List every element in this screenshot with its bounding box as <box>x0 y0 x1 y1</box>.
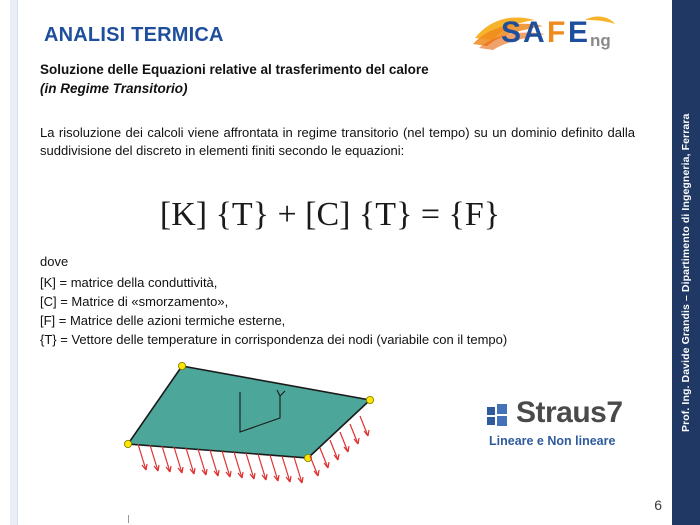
definition-item: [K] = matrice della conduttività, <box>40 275 218 290</box>
svg-text:E: E <box>568 16 589 49</box>
straus7-wordmark <box>487 398 657 430</box>
svg-text:F: F <box>547 16 566 49</box>
straus7-name: Straus7 <box>516 396 623 429</box>
page-number: 6 <box>654 497 662 513</box>
author-strip <box>672 0 700 525</box>
finite-element-plate-diagram <box>120 352 420 502</box>
svg-text:ng: ng <box>590 31 611 50</box>
straus7-logo <box>487 398 657 460</box>
definition-item: [F] = Matrice delle azioni termiche esterne, <box>40 312 286 328</box>
equation-block <box>0 196 660 234</box>
left-accent-bar <box>10 0 18 525</box>
subtitle-line-2: (in Regime Transitorio) <box>40 81 188 96</box>
straus7-tagline: Lineare e Non lineare <box>489 434 616 448</box>
svg-text:A: A <box>523 16 545 49</box>
dove-label: dove <box>40 254 69 269</box>
definition-item: [C] = Matrice di «smorzamento», <box>40 293 229 309</box>
author-strip-text: Prof. Ing. Davide Grandis – Dipartimento di Ingegneria, Ferrara <box>680 113 692 432</box>
definition-item: {T} = Vettore delle temperature in corrispondenza dei nodi (variabile con il tempo) <box>40 331 508 347</box>
svg-text:S: S <box>501 16 522 49</box>
definitions-list <box>40 274 650 349</box>
page-title: ANALISI TERMICA <box>44 24 224 46</box>
subtitle-line-1: Soluzione delle Equazioni relative al trasferimento del calore <box>40 62 429 77</box>
equation-text: [K] {T} + [C] {T} = {F} <box>159 196 501 233</box>
squares-icon <box>487 404 513 430</box>
body-paragraph: La risoluzione dei calcoli viene affrontata in regime transitorio (nel tempo) su un dominio definito dalla suddivisione del discreto in elementi finiti secondo le equazioni: <box>40 125 635 158</box>
bottom-tick-mark <box>128 515 129 523</box>
safeng-logo <box>473 8 658 54</box>
